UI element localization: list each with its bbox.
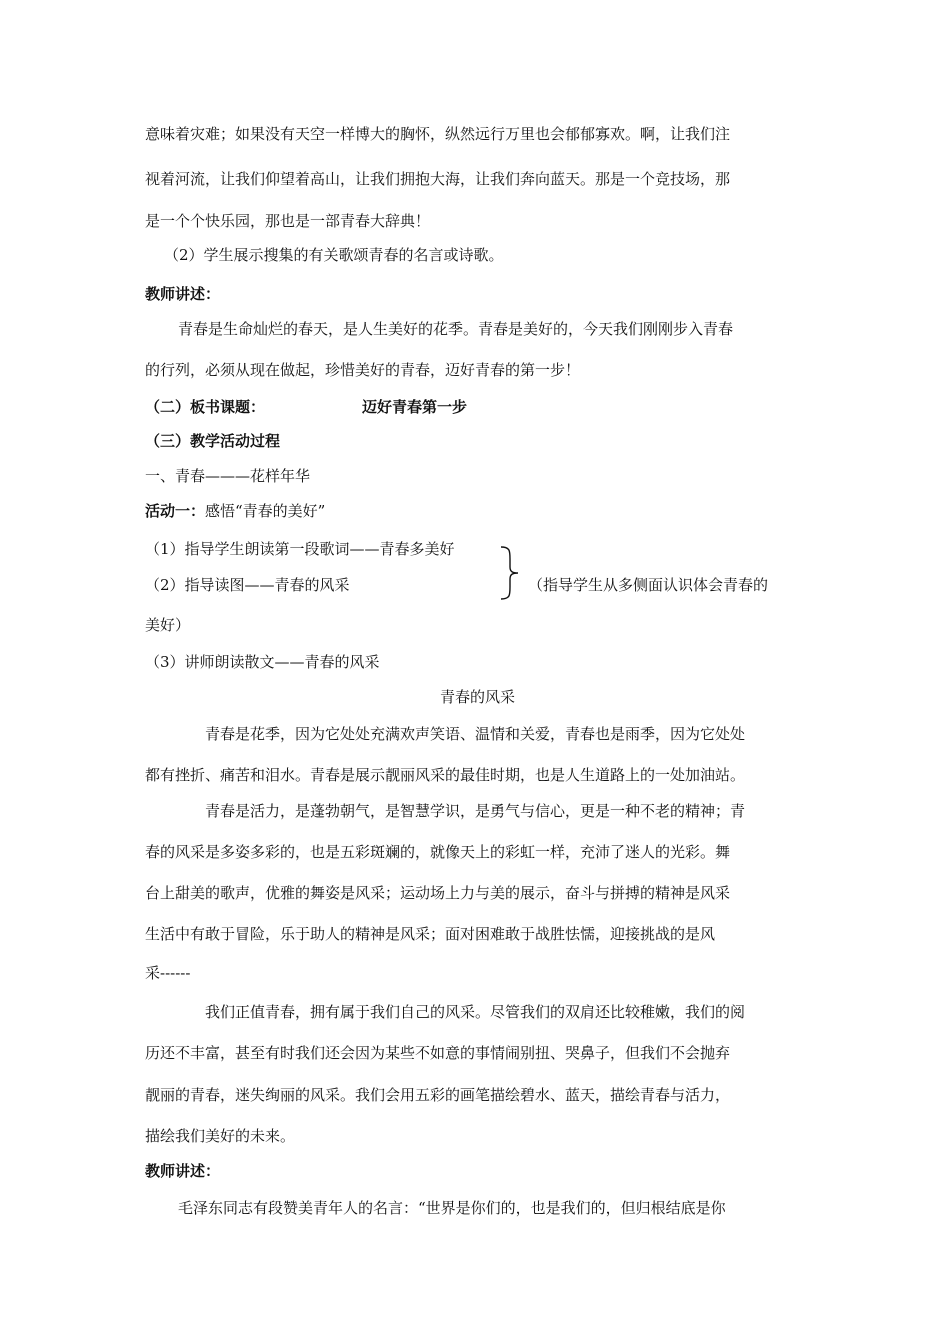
teacher-narration-heading: 教师讲述：: [145, 285, 221, 303]
paragraph-line: 都有挫折、痛苦和泪水。青春是展示靓丽风采的最佳时期，也是人生道路上的一处加油站。: [145, 766, 746, 784]
paragraph-line: 历还不丰富，甚至有时我们还会因为某些不如意的事情闹别扭、哭鼻子，但我们不会抛弃: [145, 1044, 731, 1062]
paragraph-line: 青春是花季，因为它处处充满欢声笑语、温情和关爱，青春也是雨季，因为它处处: [205, 725, 746, 743]
brace-note-continued: 美好）: [145, 616, 191, 634]
activity-text: 感悟“青春的美好”: [205, 502, 326, 520]
paragraph-line: 是一个个快乐园，那也是一部青春大辞典！: [145, 212, 431, 230]
paragraph-line: 春的风采是多姿多彩的，也是五彩斑斓的，就像天上的彩虹一样，充沛了迷人的光彩。舞: [145, 843, 731, 861]
board-title-label: （二）板书课题：: [145, 398, 266, 416]
paragraph-line: 意味着灾难；如果没有天空一样博大的胸怀，纵然远行万里也会郁郁寡欢。啊，让我们注: [145, 125, 731, 143]
paragraph-line: 描绘我们美好的未来。: [145, 1127, 296, 1145]
board-title: 迈好青春第一步: [362, 398, 468, 416]
activity-item-2: （2）指导读图——青春的风采: [145, 576, 350, 594]
paragraph-line: 生活中有敢于冒险，乐于助人的精神是风采；面对困难敢于战胜怯懦，迎接挑战的是风: [145, 925, 716, 943]
list-item-2: （2）学生展示搜集的有关歌颂青春的名言或诗歌。: [164, 246, 504, 264]
paragraph-line: 的行列，必须从现在做起，珍惜美好的青春，迈好青春的第一步！: [145, 361, 581, 379]
brace-note: （指导学生从多侧面认识体会青春的: [528, 576, 769, 594]
teacher-narration-heading: 教师讲述：: [145, 1162, 221, 1180]
activity-item-3: （3）讲师朗读散文——青春的风采: [145, 653, 380, 671]
process-heading: （三）教学活动过程: [145, 432, 281, 450]
paragraph-line: 毛泽东同志有段赞美青年人的名言：“世界是你们的，也是我们的，但归根结底是你: [178, 1199, 726, 1217]
paragraph-line: 我们正值青春，拥有属于我们自己的风采。尽管我们的双肩还比较稚嫩，我们的阅: [205, 1003, 746, 1021]
paragraph-line: 青春是活力，是蓬勃朝气，是智慧学识，是勇气与信心，更是一种不老的精神；青: [205, 802, 746, 820]
paragraph-line: 青春是生命灿烂的春天，是人生美好的花季。青春是美好的，今天我们刚刚步入青春: [178, 320, 734, 338]
paragraph-line: 采------: [145, 964, 191, 982]
right-brace-icon: [498, 545, 522, 601]
paragraph-line: 视着河流，让我们仰望着高山，让我们拥抱大海，让我们奔向蓝天。那是一个竞技场，那: [145, 170, 731, 188]
paragraph-line: 靓丽的青春，迷失绚丽的风采。我们会用五彩的画笔描绘碧水、蓝天，描绘青春与活力，: [145, 1086, 731, 1104]
activity-heading: [145, 501, 810, 521]
paragraph-line: 台上甜美的歌声，优雅的舞姿是风采；运动场上力与美的展示，奋斗与拼搏的精神是风采: [145, 884, 731, 902]
activity-label: 活动一：: [145, 502, 206, 520]
activity-item-1: （1）指导学生朗读第一段歌词——青春多美好: [145, 540, 455, 558]
section-heading: 一、青春———花样年华: [145, 467, 311, 485]
essay-title: 青春的风采: [439, 688, 515, 706]
